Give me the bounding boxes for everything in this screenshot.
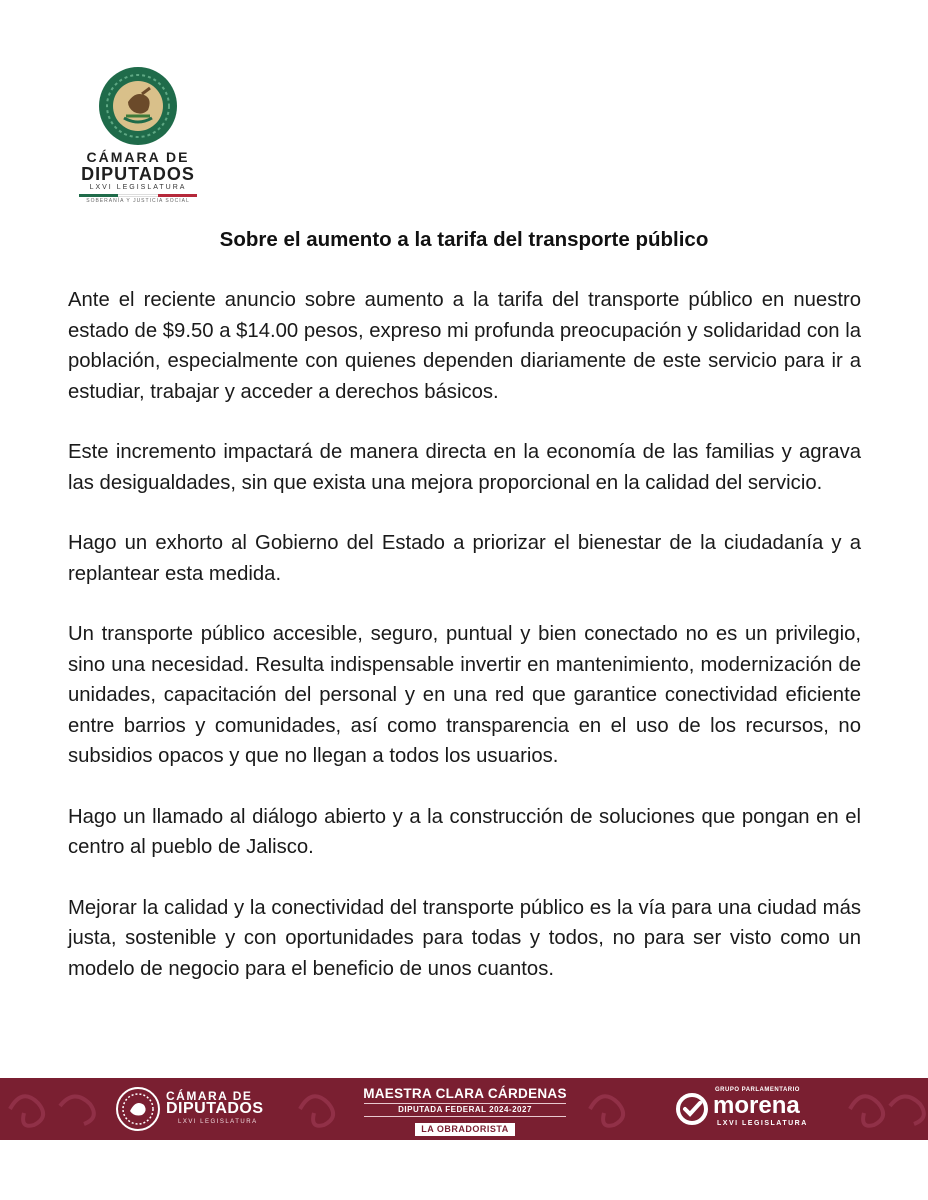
footer-representative <box>350 1086 580 1137</box>
footer-camara-logo <box>116 1084 276 1134</box>
document-title: Sobre el aumento a la tarifa del transporte público <box>219 228 709 251</box>
footer-emblem-icon <box>116 1087 160 1131</box>
document-body <box>68 285 861 1014</box>
logo-camara-text: CÁMARA DE <box>86 149 190 165</box>
footer-diputados-text: DIPUTADOS <box>166 1100 264 1117</box>
logo-legislatura-text: LXVI LEGISLATURA <box>89 184 187 191</box>
logo-diputados-text: DIPUTADOS <box>81 164 195 184</box>
morena-check-icon <box>675 1092 709 1126</box>
paragraph: Un transporte público accesible, seguro, puntual y bien conectado no es un privilegio, sino una necesidad. Resulta indispensable invertir en mantenimiento, modernización de unidades, capacitación del personal y en una red que garantice conectividad eficiente entre barrios y comunidades, así como transparencia en el uso de los recursos, no subsidios opacos y que no llegan a todos los usuarios. <box>68 623 861 767</box>
morena-grupo-text: GRUPO PARLAMENTARIO <box>715 1087 800 1093</box>
logo-motto-text: SOBERANÍA Y JUSTICIA SOCIAL <box>86 198 190 204</box>
representative-name: MAESTRA CLARA CÁRDENAS <box>363 1086 567 1101</box>
representative-role: DIPUTADA FEDERAL 2024-2027 <box>364 1103 566 1117</box>
footer-banner <box>0 1078 928 1140</box>
paragraph: Mejorar la calidad y la conectividad del transporte público es la vía para una ciudad más justa, sostenible y con oportunidades para todas y todos, no para ser visto como un modelo de negocio para el beneficio de unos cuantos. <box>68 896 861 980</box>
footer-camara-text: CÁMARA DE <box>166 1089 253 1103</box>
paragraph: Ante el reciente anuncio sobre aumento a la tarifa del transporte público en nuestro estado de $9.50 a $14.00 pesos, expreso mi profunda preocupación y solidaridad con la población, especialmente con quienes dependen diariamente de este servicio para ir a estudiar, trabajar y acceder a derechos básicos. <box>68 289 861 403</box>
camara-diputados-logo <box>68 66 208 204</box>
morena-legislatura-text: LXVI LEGISLATURA <box>717 1120 808 1127</box>
paragraph: Este incremento impactará de manera directa en la economía de las familias y agrava las desigualdades, sin que exista una mejora proporcional en la calidad del servicio. <box>68 441 861 494</box>
representative-tag: LA OBRADORISTA <box>415 1123 515 1136</box>
paragraph: Hago un exhorto al Gobierno del Estado a priorizar el bienestar de la ciudadanía y a replantear esta medida. <box>68 532 861 585</box>
footer-morena-logo <box>675 1086 825 1134</box>
national-emblem-icon <box>98 66 178 146</box>
paragraph: Hago un llamado al diálogo abierto y a la construcción de soluciones que pongan en el centro al pueblo de Jalisco. <box>68 805 861 858</box>
footer-legislatura-text: LXVI LEGISLATURA <box>178 1119 258 1125</box>
morena-name-text: morena <box>713 1092 800 1119</box>
